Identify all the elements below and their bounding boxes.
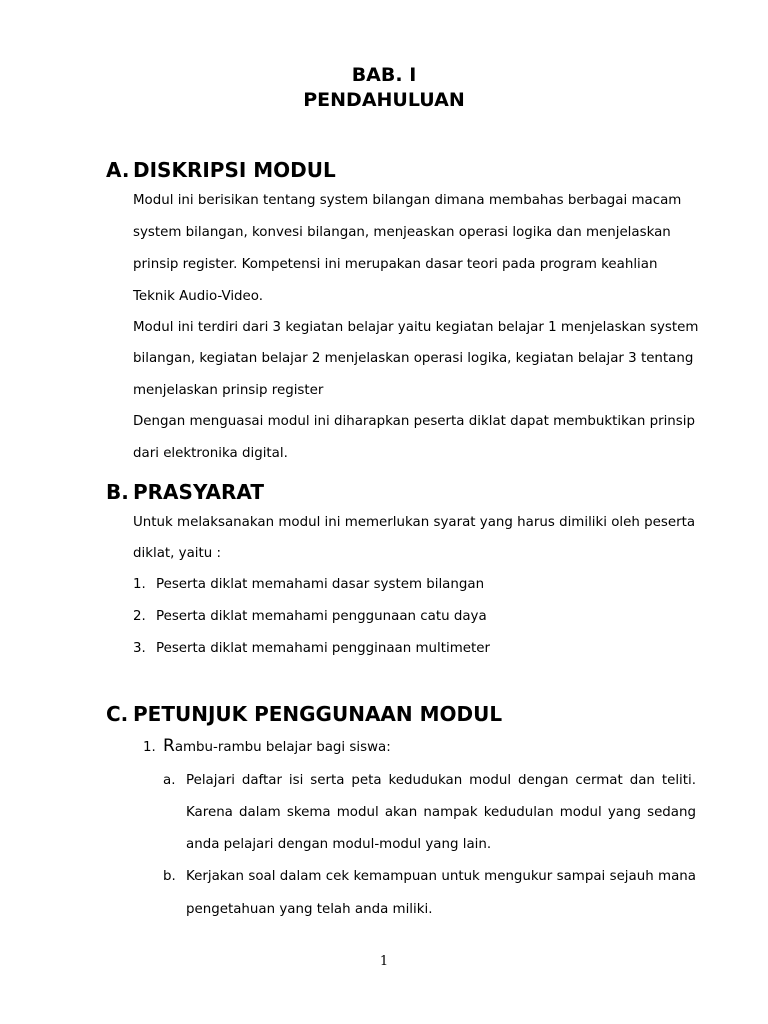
section-a-line: Teknik Audio-Video.	[133, 289, 264, 304]
section-a-line: menjelaskan prinsip register	[133, 383, 324, 398]
list-item-text: Peserta diklat memahami pengginaan multimeter	[156, 641, 491, 656]
section-b-intro-line: Untuk melaksanakan modul ini memerlukan syarat yang harus dimiliki oleh peserta	[133, 515, 696, 530]
list-item-number: 1.	[143, 740, 156, 755]
section-a-line: Modul ini berisikan tentang system bilangan dimana membahas berbagai macam	[133, 193, 682, 208]
section-a-heading	[106, 157, 336, 183]
section-a-line: Dengan menguasai modul ini diharapkan peserta diklat dapat membuktikan prinsip	[133, 414, 695, 429]
section-a-line: system bilangan, konvesi bilangan, menjeaskan operasi logika dan menjelaskan	[133, 225, 671, 240]
chapter-number: BAB. I	[351, 64, 417, 86]
sub-item-label: a.	[163, 773, 176, 788]
section-b-intro-line: diklat, yaitu :	[133, 546, 222, 561]
chapter-title: PENDAHULUAN	[303, 89, 465, 111]
list-item-rest: ambu-rambu belajar bagi siswa:	[174, 740, 391, 755]
list-item-text: Peserta diklat memahami dasar system bilangan	[156, 577, 485, 592]
section-c-letter: C.	[106, 702, 129, 726]
sub-item-line: pengetahuan yang telah anda miliki.	[186, 902, 433, 917]
section-b-letter: B.	[106, 480, 129, 504]
list-item-text	[163, 737, 391, 757]
section-a-title: DISKRIPSI MODUL	[133, 158, 336, 182]
section-b-title: PRASYARAT	[133, 480, 264, 504]
sub-item-line: Kerjakan soal dalam cek kemampuan untuk mengukur sampai sejauh mana	[186, 869, 696, 884]
list-item-number: 3.	[133, 641, 146, 656]
section-a-letter: A.	[106, 158, 130, 182]
sub-item-label: b.	[163, 869, 176, 884]
section-a-line: dari elektronika digital.	[133, 446, 288, 461]
page-number: 1	[379, 954, 389, 969]
list-item-text: Peserta diklat memahami penggunaan catu daya	[156, 609, 487, 624]
section-c-heading	[106, 701, 502, 727]
section-c-title: PETUNJUK PENGGUNAAN MODUL	[133, 702, 503, 726]
section-a-line: bilangan, kegiatan belajar 2 menjelaskan operasi logika, kegiatan belajar 3 tentang	[133, 351, 694, 366]
list-item-number: 1.	[133, 577, 146, 592]
sub-item-line: Karena dalam skema modul akan nampak kedudulan modul yang sedang	[186, 805, 696, 820]
list-item-number: 2.	[133, 609, 146, 624]
sub-item-line: Pelajari daftar isi serta peta kedudukan modul dengan cermat dan teliti.	[186, 773, 696, 788]
drop-letter: R	[163, 736, 175, 756]
section-b-heading	[106, 479, 264, 505]
section-a-line: Modul ini terdiri dari 3 kegiatan belajar yaitu kegiatan belajar 1 menjelaskan system	[133, 320, 699, 335]
sub-item-line: anda pelajari dengan modul-modul yang lain.	[186, 837, 492, 852]
section-a-line: prinsip register. Kompetensi ini merupakan dasar teori pada program keahlian	[133, 257, 658, 272]
